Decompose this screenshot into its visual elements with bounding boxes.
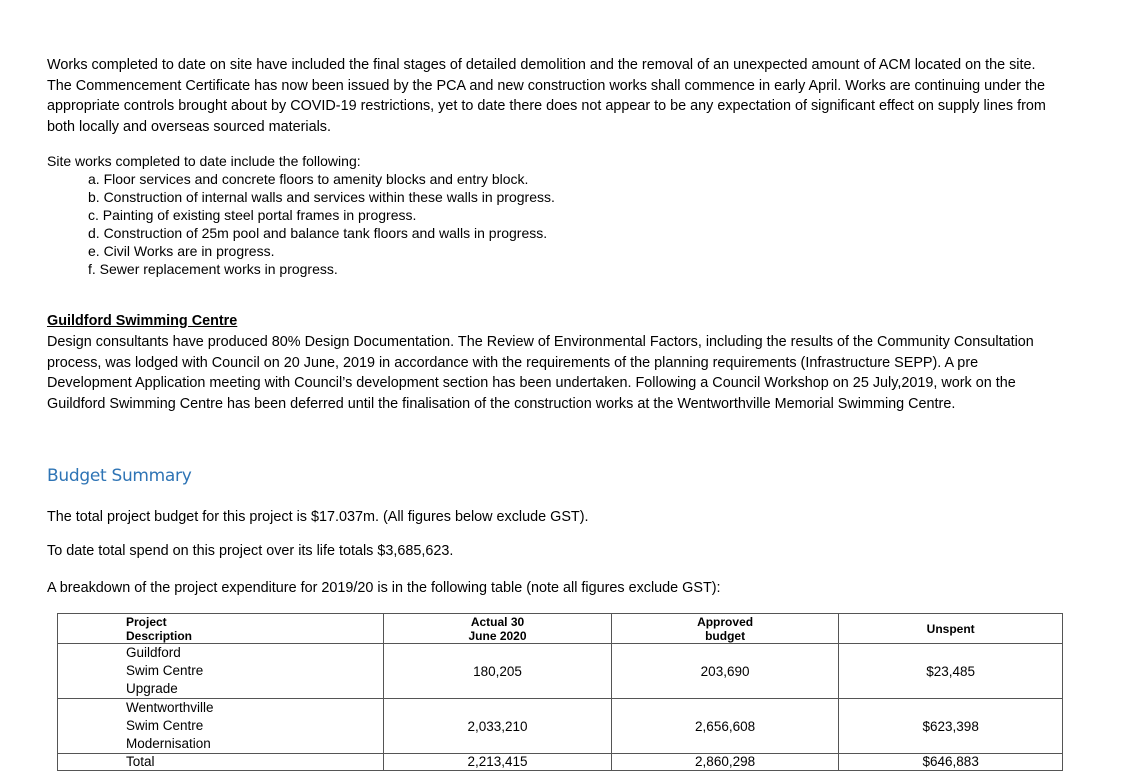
guildford-paragraph: Design consultants have produced 80% Design Documentation. The Review of Environmental Factors, including the results of the Community Consultation process, was lodged with Council on 20 June, 2019 in accordance with the requirements of the planning requirements (Infrastructure SEPP). A pre Development Application meeting with Council’s development section has been undertaken. Following a Council Workshop on 25 July,2019, work on the Guildford Swimming Centre has been deferred until the finalisation of the construction works at the Wentworthville Memorial Swimming Centre. bbox=[47, 334, 1034, 412]
header-description-line2: Description bbox=[126, 628, 193, 643]
header-description bbox=[58, 614, 384, 644]
header-unspent: Unspent bbox=[839, 614, 1063, 644]
row-approved: 203,690 bbox=[611, 644, 839, 699]
header-actual-line1: Actual 30 bbox=[470, 614, 525, 629]
table-row bbox=[58, 699, 1063, 754]
site-works-list bbox=[88, 170, 555, 278]
row-description-line3: Upgrade bbox=[126, 681, 178, 696]
row-description-line3: Modernisation bbox=[126, 736, 211, 751]
list-item: f. Sewer replacement works in progress. bbox=[88, 261, 338, 277]
list-item: d. Construction of 25m pool and balance tank floors and walls in progress. bbox=[88, 225, 548, 241]
total-spend-line: To date total spend on this project over its life totals $3,685,623. bbox=[47, 543, 454, 559]
row-description-line2: Swim Centre bbox=[126, 663, 204, 678]
total-actual: 2,213,415 bbox=[384, 754, 612, 771]
header-approved bbox=[611, 614, 839, 644]
works-paragraph: Works completed to date on site have included the final stages of detailed demolition and the removal of an unexpected amount of ACM located on the site. The Commencement Certificate has now been issued by the PCA and new construction works shall commence in early April. Works are continuing under the appropriate controls brought about by COVID-19 restrictions, yet to date there does not appear to be any expectation of significant effect on supply lines from both locally and overseas sourced materials. bbox=[47, 57, 1046, 135]
list-item: a. Floor services and concrete floors to amenity blocks and entry block. bbox=[88, 171, 529, 187]
total-unspent: $646,883 bbox=[839, 754, 1063, 771]
guildford-heading: Guildford Swimming Centre bbox=[47, 313, 238, 329]
row-description-line1: Guildford bbox=[126, 645, 181, 660]
header-actual-line2: June 2020 bbox=[468, 628, 527, 643]
header-actual bbox=[384, 614, 612, 644]
row-unspent: $623,398 bbox=[839, 699, 1063, 754]
row-description-line1: Wentworthville bbox=[126, 700, 214, 715]
list-item: b. Construction of internal walls and services within these walls in progress. bbox=[88, 189, 555, 205]
row-approved: 2,656,608 bbox=[611, 699, 839, 754]
list-item: e. Civil Works are in progress. bbox=[88, 243, 275, 259]
site-works-intro: Site works completed to date include the following: bbox=[47, 153, 361, 169]
row-description-line2: Swim Centre bbox=[126, 718, 204, 733]
total-approved: 2,860,298 bbox=[611, 754, 839, 771]
header-approved-line1: Approved bbox=[697, 614, 754, 629]
row-unspent: $23,485 bbox=[839, 644, 1063, 699]
list-item: c. Painting of existing steel portal frames in progress. bbox=[88, 207, 417, 223]
table-header-row bbox=[58, 614, 1063, 644]
total-description: Total bbox=[58, 754, 384, 771]
breakdown-line: A breakdown of the project expenditure for 2019/20 is in the following table (note all figures exclude GST): bbox=[47, 580, 721, 596]
budget-summary-heading: Budget Summary bbox=[47, 466, 192, 486]
row-description bbox=[58, 699, 384, 754]
table-row bbox=[58, 644, 1063, 699]
row-description bbox=[58, 644, 384, 699]
expenditure-table bbox=[57, 613, 1063, 771]
row-actual: 180,205 bbox=[384, 644, 612, 699]
row-actual: 2,033,210 bbox=[384, 699, 612, 754]
header-description-line1: Project bbox=[126, 614, 167, 629]
table-total-row bbox=[58, 754, 1063, 771]
header-approved-line2: budget bbox=[705, 628, 746, 643]
total-budget-line: The total project budget for this project is $17.037m. (All figures below exclude GST). bbox=[47, 509, 589, 525]
